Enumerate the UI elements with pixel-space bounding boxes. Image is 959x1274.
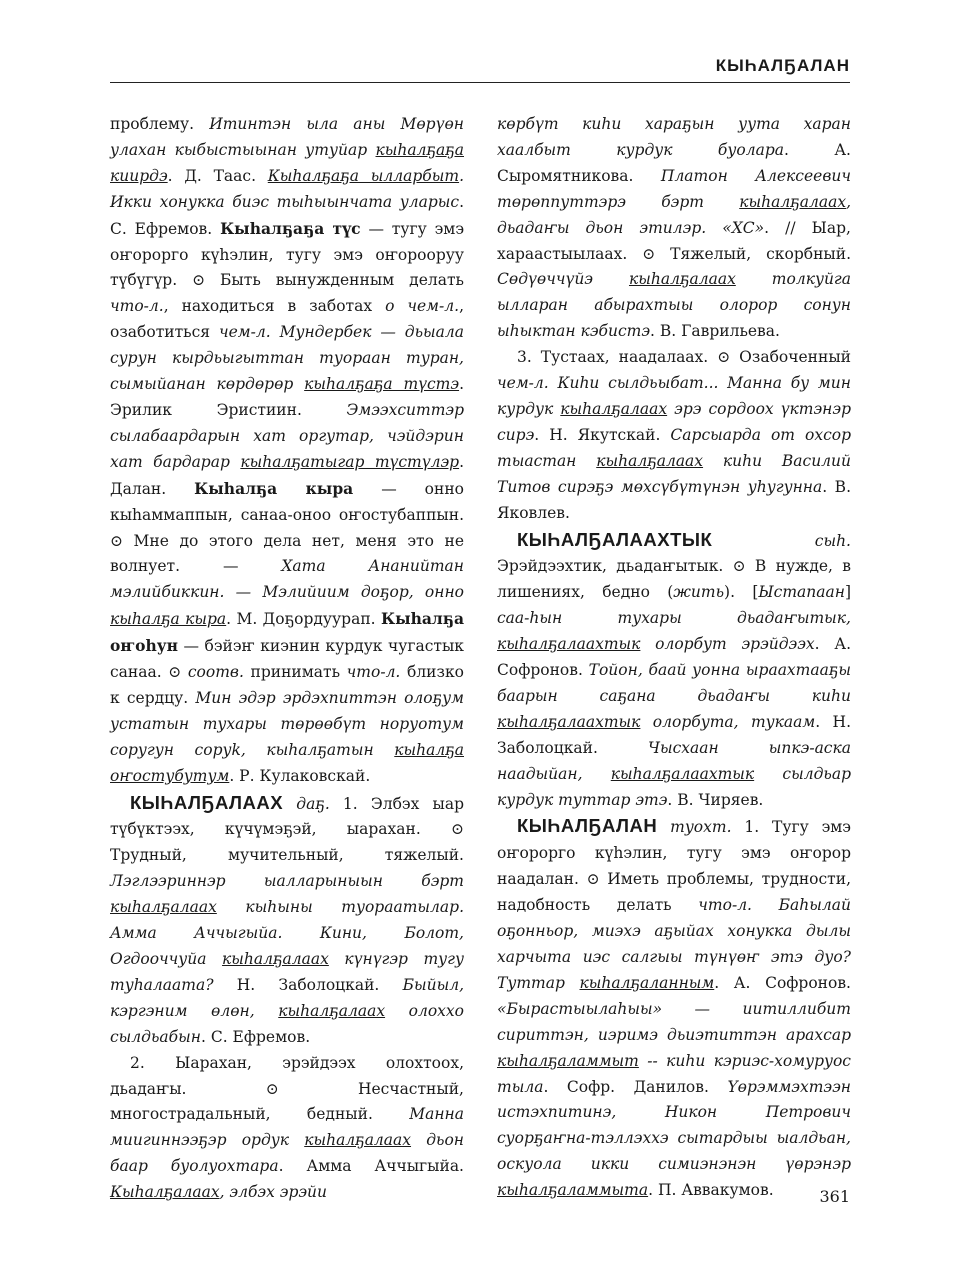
text-run: туохт.	[657, 818, 732, 837]
text-run: Икки хонукка биэс тыһыынчата уларыс	[110, 192, 460, 211]
page-header-title: КЫҺАЛҔАЛАН	[715, 56, 850, 75]
text-run: что-л.	[698, 896, 752, 915]
text-run: -- киһи кэриэс-хомуруос тыла	[497, 1051, 851, 1096]
text-run: . Н. Заболоцкай.	[497, 712, 851, 757]
text-run: кыһалҕаланным	[579, 973, 715, 992]
text-run: Чысхаан ыпкэ-аска наадыйан,	[497, 738, 851, 783]
text-run: . М. Доҕордуурап.	[226, 610, 381, 629]
text-run: «Бырастыылаһыы» — иитиллибит сириттэн, иэримэ дьиэтиттэн арахсар	[497, 999, 851, 1044]
text-run: 3. Тустаах, наадалаах. ⊙ Озабоченный	[517, 348, 851, 367]
text-run: Кыһалҕа кыра	[194, 478, 354, 498]
text-run: . А. Софронов.	[497, 635, 851, 680]
page-number: 361	[819, 1187, 850, 1206]
text-run: кыһыны туораатылар. Амма Аччыгыйа. Кини, Болот, Огдооччуйа	[110, 898, 464, 968]
text-run	[752, 896, 779, 914]
text-run: кыһалҕалаах	[628, 270, 736, 289]
text-run: , озаботиться	[110, 297, 464, 342]
text-run: соотв.	[187, 663, 244, 682]
text-run: Кыһалҕаҕа түс	[220, 218, 361, 238]
text-run: олорбута, тукаам	[640, 712, 816, 731]
text-run: Кыһалҕаҕа ылларбыт	[267, 166, 460, 185]
entry-paragraph	[497, 813, 851, 1204]
text-run: 2. Ыарахан, эрэйдээх олохтоох, дьадаҥы. ⊙ Несчастный, многострадальный, бедный.	[110, 1053, 464, 1124]
text-run: — онно кыһаммаппын, санаа-оноо оҥостубаппын. ⊙ Мне до этого дела нет, меня это не волнует. —	[110, 479, 464, 576]
text-run: ]	[844, 583, 852, 602]
text-run: . С. Ефремов.	[200, 1027, 311, 1046]
text-run: принимать	[243, 663, 347, 682]
text-run: даҕ.	[283, 794, 330, 813]
text-run: чем-л.	[497, 374, 549, 393]
text-run: . С. Ефремов.	[110, 192, 464, 238]
text-run: кыһалҕалаах	[278, 1001, 386, 1020]
text-run	[271, 323, 280, 341]
text-run: кыһалҕатыгар түстүлэр	[240, 452, 460, 471]
text-run: близко к сердцу.	[110, 663, 464, 707]
headword: КЫҺАЛҔАЛААХТЫК	[517, 528, 713, 550]
running-header	[110, 52, 850, 83]
text-run: эрэ сордоох үктэнэр сирэ	[497, 399, 851, 444]
text-run: кыһалҕалаахтык	[610, 764, 755, 783]
text-run: . Н. Якутскай.	[534, 425, 671, 444]
text-run: киһи Василий Титов сирэҕэ мөхсүбүтүнэн уһугунна	[497, 451, 852, 496]
text-run: кыһалҕалаах	[110, 898, 217, 917]
text-run: . В. Яковлев.	[497, 477, 851, 522]
text-run: сыһ.	[712, 531, 851, 550]
entry-paragraph	[110, 112, 464, 790]
entry-paragraph	[497, 527, 851, 814]
text-run: Сарсыарда от охсор тыастан	[497, 425, 852, 470]
text-run: . Далан.	[110, 452, 465, 498]
text-run: Хата Ананийтан мэлийбиккин. — Мэлийиим доҕор, онно	[110, 557, 464, 602]
right-column	[497, 112, 851, 1204]
text-run: кыһалҕалаахтык	[497, 712, 641, 731]
text-run: — бэйэҥ киэнин курдук чугастык санаа. ⊙	[110, 637, 464, 682]
text-run: . Эрилик Эристиин.	[110, 375, 464, 419]
text-run: кыһалҕалаах	[739, 192, 847, 211]
text-run: Быйыл, кэргэним өлөн,	[110, 975, 464, 1020]
text-run: чем-л.	[218, 323, 271, 342]
text-run: Баһылай оҕонньор, миэхэ аҕыйах хонукка дылы харчыта иэс салгыы түнүөҥ этэ дуо? Туттар	[497, 896, 851, 992]
text-run: кыһалҕаламмыта	[497, 1181, 649, 1200]
text-run: о чем-л.	[385, 297, 460, 316]
text-run: Итинтэн ыла аны Мөрүөн улахан кыбыстыынан утуйар	[110, 115, 464, 159]
text-run: күнүгэр тугу туһалаата?	[110, 950, 464, 994]
text-run: кыһалҕалаах	[596, 451, 704, 470]
text-run: . Софр. Данилов.	[543, 1077, 728, 1096]
headword: КЫҺАЛҔАЛАН	[517, 815, 658, 837]
text-run: Үөрэммэхтээн истэхпитинэ, Никон Петрович суорҕаҥна-тэллэххэ сытардыы ыалдьан, оскуола икки симиэнэнэн үөрэнэр	[497, 1077, 851, 1174]
text-run: Сөдүөччүйэ	[497, 270, 629, 289]
text-run: жить	[673, 583, 725, 602]
entry-paragraph	[497, 345, 851, 526]
text-run: толкуйга ылларан абырахтыы олорор сонун ыһыктан кэбистэ	[497, 270, 851, 341]
text-run: кыһалҕаҕа киирдэ	[110, 140, 464, 185]
text-run: Эрэйдээхтик, дьадаҥытык. ⊙ В нужде, в лишениях, бедно (	[497, 557, 851, 602]
text-run: кыһалҕа оҥостубутум	[110, 740, 464, 785]
text-run: Платон Алексеевич төрөппуттэрэ бэрт	[497, 166, 851, 211]
text-run: олоххо сылдьабын	[110, 1001, 464, 1046]
text-run: дьон баар буолуохтара	[110, 1131, 465, 1176]
text-run: ). [	[724, 583, 759, 602]
text-run: 1. Элбэх ыар түбүктээх, күчүмэҕэй, ыарахан. ⊙ Трудный, мучительный, тяжелый.	[110, 794, 464, 865]
text-run: Кыһалҕа оҥоһун	[110, 609, 464, 656]
text-run: кыһалҕалаах	[222, 950, 329, 968]
text-run: кыһалҕаҕа түстэ	[304, 375, 460, 394]
text-run: олорбут эрэйдээх	[640, 635, 815, 654]
text-run: Киһи сылдьыбат... Манна бу мин курдук	[497, 374, 851, 418]
text-run: Тойон, баай уонна ыраахтааҕы баарын саҕана дьадаҥы киһи	[497, 661, 851, 705]
text-run: саа-һын тухары дьадаҥытык,	[497, 609, 851, 628]
left-column	[110, 112, 464, 1206]
text-run: , дьадаҥы дьон этилэр. «ХС»	[497, 192, 851, 237]
text-run: , элбэх эрэйи	[219, 1183, 328, 1202]
text-run: . // Ыар, хараастыылаах. ⊙ Тяжелый, скорбный.	[497, 218, 851, 263]
text-run: Мундербек — дьыала сурун кырдьыгыттан туораан туран, сымыйанан көрдөрөр	[110, 323, 464, 394]
entry-paragraph	[110, 790, 464, 1051]
text-run: Н. Заболоцкай.	[213, 975, 403, 994]
text-run: көрбүт киһи хараҕын уута харан хаалбыт курдук буолара	[497, 115, 851, 159]
text-run: Ыстапаан	[758, 583, 845, 602]
text-run: что-л.	[110, 297, 164, 316]
text-run: 1. Тугу эмэ оҥорорго күһэлин, тугу эмэ оҥорор наадалан. ⊙ Иметь проблемы, трудности, надобность делать	[497, 818, 851, 915]
text-run: кыһалҕалаахтык	[497, 635, 641, 654]
text-run: проблему.	[110, 115, 210, 133]
text-run: — тугу эмэ оҥорорго күһэлин, тугу эмэ оҥорооруу түбүгүр. ⊙ Быть вынужденным делать	[110, 219, 464, 290]
text-run: . П. Аввакумов.	[648, 1181, 774, 1200]
entry-paragraph	[110, 1051, 464, 1206]
text-run: Мин эдэр эрдэхпиттэн олоҕум устатын тухары төрөөбүт норуотум соругун соруk, кыһалҕатын	[110, 688, 464, 759]
text-run: .	[459, 166, 464, 185]
text-run: Манна миигиннээҕэр ордук	[110, 1105, 464, 1150]
text-run: Кыһалҕалаах	[110, 1183, 220, 1202]
text-run: кыһалҕаламмыт	[497, 1051, 639, 1070]
text-run: кыһалҕа кыра	[110, 610, 227, 629]
text-run: Эмээхситтэр сылабаардарын хат оргутар, чэйдэрин хат бардарар	[110, 400, 464, 471]
text-run: . А. Софронов.	[714, 973, 851, 992]
text-run: . В. Гаврильева.	[650, 322, 780, 341]
text-run: что-л.	[346, 663, 401, 682]
entry-paragraph	[497, 112, 851, 345]
text-run: . Д. Таас.	[167, 166, 268, 185]
text-run: . В. Чиряев.	[667, 790, 764, 809]
text-run: Лэглээриннэр ыалларыныын бэрт	[110, 872, 464, 891]
text-run: кыһалҕалаах	[560, 399, 668, 418]
text-run: , находиться в заботах	[163, 297, 386, 316]
text-run: . А. Сыромятникова.	[497, 140, 851, 185]
text-run: . Амма Аччыгыйа.	[278, 1157, 464, 1176]
headword: КЫҺАЛҔАЛААХ	[130, 791, 284, 813]
text-run: кыһалҕалаах	[304, 1131, 412, 1150]
text-run: . Р. Кулаковскай.	[229, 766, 371, 785]
text-run: сылдьар курдук туттар этэ	[497, 764, 851, 809]
